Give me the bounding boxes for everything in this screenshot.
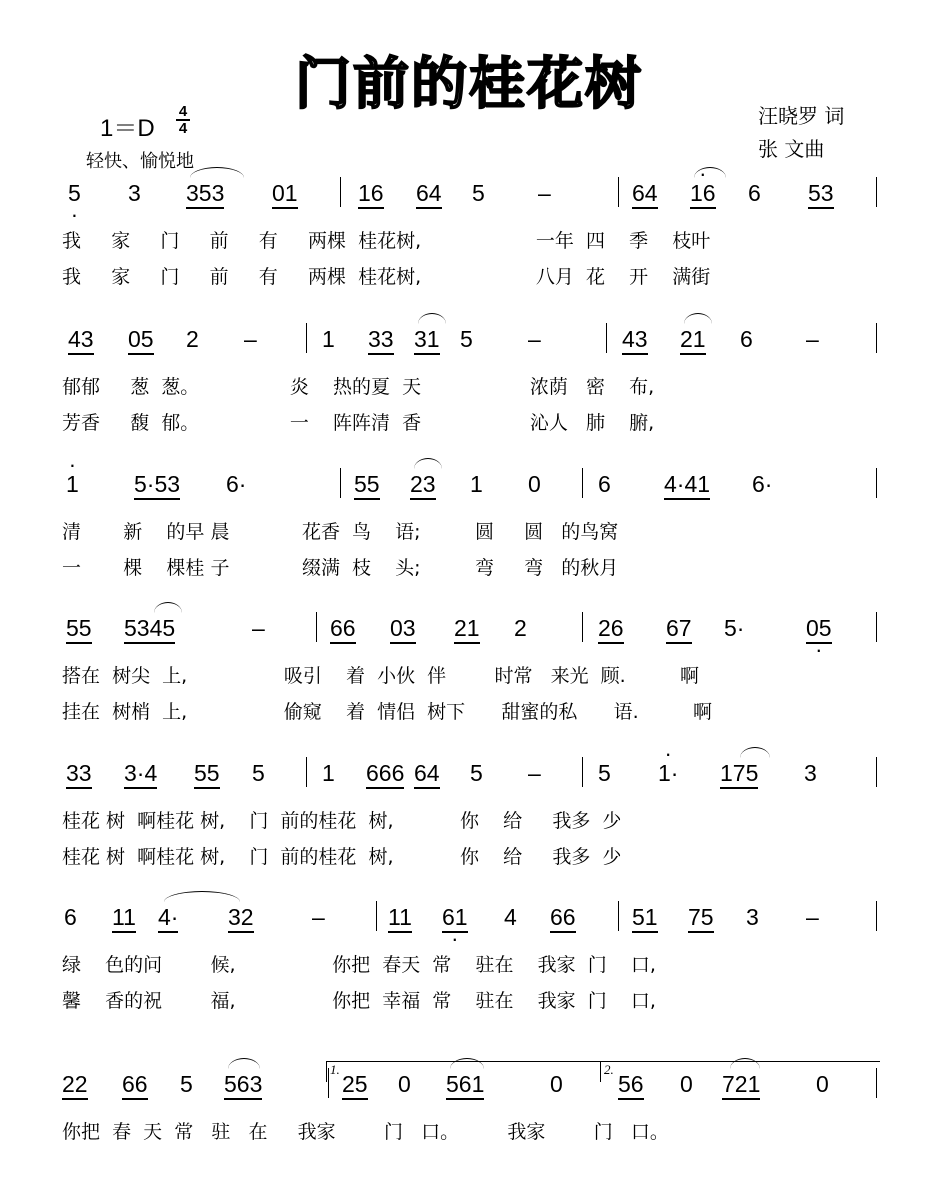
slur xyxy=(190,167,244,178)
note-group: 64 xyxy=(414,759,440,789)
lyric-line: 一 棵 棵桂 子 缀满 枝 头; 弯 弯 的秋月 xyxy=(62,557,619,579)
note-group: 6 xyxy=(748,180,761,206)
note-group: – xyxy=(806,326,819,352)
note-group: 43 xyxy=(622,325,648,355)
note-group: 0 xyxy=(680,1071,693,1097)
note-group: 1 xyxy=(322,760,335,786)
note-group: 1 xyxy=(322,326,335,352)
note-group: 21 xyxy=(454,614,480,644)
note-group: 11 xyxy=(112,903,136,933)
note-group: 6· xyxy=(752,471,773,497)
song-title: 门前的桂花树 xyxy=(295,52,643,117)
note-group: 1 xyxy=(470,471,483,497)
lyric-line: 清 新 的早 晨 花香 鸟 语; 圆 圆 的鸟窝 xyxy=(62,521,619,543)
note-group: 6 xyxy=(740,326,753,352)
note-group: 5· xyxy=(724,615,745,641)
note-group: 21 xyxy=(680,325,706,355)
note-group: – xyxy=(252,615,265,641)
lyric-line: 郁郁 葱 葱。 炎 热的夏 天 浓荫 密 布, xyxy=(62,376,655,398)
note-group: 64 xyxy=(632,179,658,209)
barline xyxy=(316,612,317,642)
note-group: 5 xyxy=(252,760,265,786)
note-group: 3 xyxy=(804,760,817,786)
note-group: 32 xyxy=(228,903,254,933)
lyric-line: 馨 香的祝 福, 你把 幸福 常 驻在 我家 门 口, xyxy=(62,990,656,1012)
note-group: 03 xyxy=(390,614,416,644)
volta-second: 2. xyxy=(600,1061,880,1082)
note-group: 33 xyxy=(66,759,92,789)
note-group: 05 · xyxy=(806,614,832,644)
note-group: 55 xyxy=(66,614,92,644)
slur xyxy=(154,602,182,613)
barline xyxy=(618,177,619,207)
note-group: 43 xyxy=(68,325,94,355)
time-signature xyxy=(176,104,190,136)
note-group: 5 xyxy=(598,760,611,786)
barline xyxy=(340,177,341,207)
composer-credit: 张 文曲 xyxy=(758,137,825,161)
note-group: 4· xyxy=(158,903,178,933)
note-group: 66 xyxy=(122,1070,148,1100)
note-group: 31 xyxy=(414,325,440,355)
barline xyxy=(876,468,877,498)
note-group: 75 xyxy=(688,903,714,933)
note-group: 55 xyxy=(354,470,380,500)
barline xyxy=(876,901,877,931)
note-group: 51 xyxy=(632,903,658,933)
lyric-line: 我 家 门 前 有 两棵 桂花树, 八月 花 开 满街 xyxy=(62,266,711,288)
note-group: – xyxy=(528,326,541,352)
note-group: 0 xyxy=(528,471,541,497)
note-group: 56 xyxy=(618,1070,644,1100)
note-group: 66 xyxy=(550,903,576,933)
key-signature: 1＝D xyxy=(100,115,155,142)
slur xyxy=(740,747,770,758)
note-group: 01 xyxy=(272,179,298,209)
slur xyxy=(414,458,442,469)
barline xyxy=(306,323,307,353)
note-group: 5 · xyxy=(68,179,81,207)
note-group: 66 xyxy=(330,614,356,644)
slur xyxy=(418,313,446,324)
note-group: · 16 xyxy=(690,179,716,209)
note-group: 5345 xyxy=(124,614,175,644)
note-group: 53 xyxy=(808,179,834,209)
time-top: 4 xyxy=(178,103,188,120)
tempo-marking: 轻快、愉悦地 xyxy=(86,151,194,172)
note-group: – xyxy=(312,904,325,930)
note-group: 25 xyxy=(342,1070,368,1100)
lyric-line: 我 家 门 前 有 两棵 桂花树, 一年 四 季 枝叶 xyxy=(62,230,711,252)
note-group: 3 xyxy=(746,904,759,930)
barline xyxy=(876,757,877,787)
barline xyxy=(876,612,877,642)
barline xyxy=(340,468,341,498)
note-group: 175 xyxy=(720,759,758,789)
barline xyxy=(876,177,877,207)
lyric-line: 你把 春 天 常 驻 在 我家 门 口。 我家 门 口。 xyxy=(62,1121,669,1143)
barline xyxy=(582,468,583,498)
barline xyxy=(618,901,619,931)
time-bottom: 4 xyxy=(178,120,188,137)
note-group: 563 xyxy=(224,1070,262,1100)
note-group: · 1 xyxy=(66,470,79,498)
slur xyxy=(684,313,712,324)
note-group: 67 xyxy=(666,614,692,644)
note-group: 16 xyxy=(358,179,384,209)
note-group: 55 xyxy=(194,759,220,789)
barline xyxy=(606,323,607,353)
note-group: 5 xyxy=(470,760,483,786)
note-group: 2 xyxy=(514,615,527,641)
note-group: 5 xyxy=(180,1071,193,1097)
barline xyxy=(306,757,307,787)
note-group: 5 xyxy=(472,180,485,206)
volta-first: 1. xyxy=(326,1061,600,1082)
note-group: 6 xyxy=(598,471,611,497)
lyric-line: 挂在 树梢 上, 偷窥 着 情侣 树下 甜蜜的私 语. 啊 xyxy=(62,701,713,723)
note-group: 0 xyxy=(816,1071,829,1097)
lyric-line: 搭在 树尖 上, 吸引 着 小伙 伴 时常 来光 顾. 啊 xyxy=(62,665,700,687)
note-group: 11 xyxy=(388,903,412,933)
note-group: – xyxy=(528,760,541,786)
lyricist-credit: 汪晓罗 词 xyxy=(758,104,845,128)
lyric-line: 桂花 树 啊桂花 树, 门 前的桂花 树, 你 给 我多 少 xyxy=(62,846,622,868)
note-group: 5 xyxy=(460,326,473,352)
slur xyxy=(694,167,726,178)
note-group: 64 xyxy=(416,179,442,209)
barline xyxy=(582,757,583,787)
note-group: 666 xyxy=(366,759,404,789)
lyric-line: 芳香 馥 郁。 一 阵阵清 香 沁人 肺 腑, xyxy=(62,412,655,434)
note-group: 33 xyxy=(368,325,394,355)
lyric-line: 绿 色的问 候, 你把 春天 常 驻在 我家 门 口, xyxy=(62,954,656,976)
note-group: 5·53 xyxy=(134,470,180,500)
slur xyxy=(228,1058,260,1069)
note-group: 0 xyxy=(398,1071,411,1097)
note-group: – xyxy=(244,326,257,352)
barline xyxy=(876,323,877,353)
barline xyxy=(376,901,377,931)
note-group: 721 xyxy=(722,1070,760,1100)
note-group: · 1· xyxy=(658,759,678,787)
note-group: 2 xyxy=(186,326,199,352)
note-group: 26 xyxy=(598,614,624,644)
lyric-line: 桂花 树 啊桂花 树, 门 前的桂花 树, 你 给 我多 少 xyxy=(62,810,622,832)
note-group: 05 xyxy=(128,325,154,355)
note-group: 3 xyxy=(128,180,141,206)
slur xyxy=(164,891,240,902)
note-group: 4·41 xyxy=(664,470,710,500)
note-group: 23 xyxy=(410,470,436,500)
note-group: 353 xyxy=(186,179,224,209)
note-group: 6· xyxy=(226,471,247,497)
note-group: 0 xyxy=(550,1071,563,1097)
note-group: 4 xyxy=(504,904,517,930)
note-group: – xyxy=(538,180,551,206)
note-group: 561 xyxy=(446,1070,484,1100)
note-group: 3·4 xyxy=(124,759,157,789)
note-group: 6 xyxy=(64,904,77,930)
note-group: 61 · xyxy=(442,903,468,933)
note-group: – xyxy=(806,904,819,930)
barline xyxy=(582,612,583,642)
note-group: 22 xyxy=(62,1070,88,1100)
